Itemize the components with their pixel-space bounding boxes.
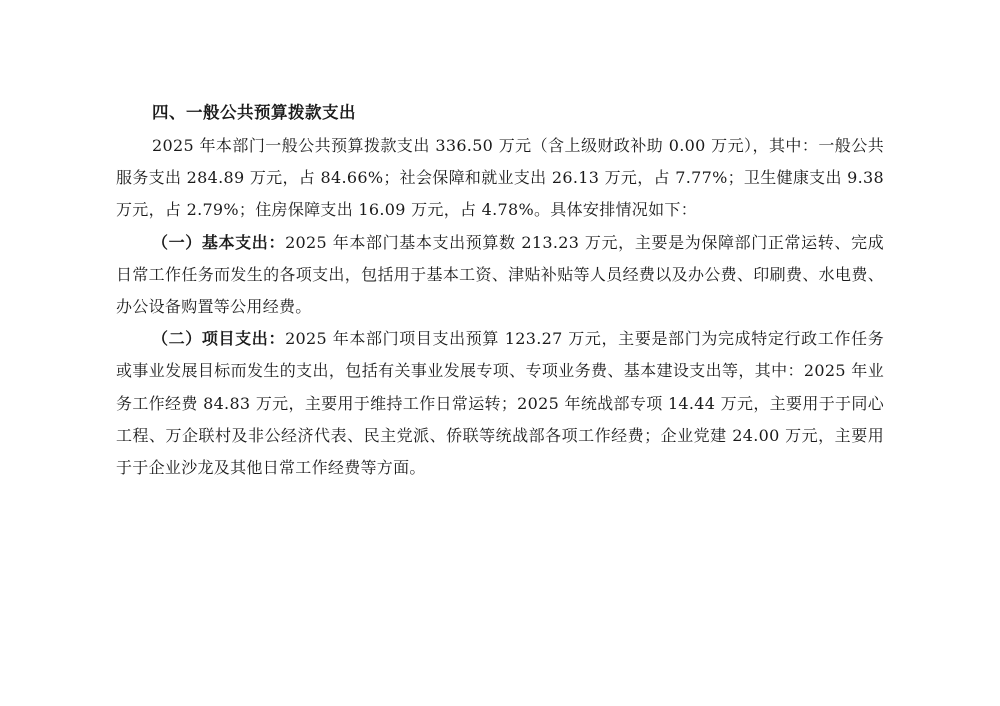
section-heading: 四、一般公共预算拨款支出 [152,103,356,122]
document-page [116,96,884,484]
basic-expenditure-label: （一）基本支出： [152,232,286,252]
project-expenditure-text: 2025 年本部门项目支出预算 123.27 万元，主要是部门为完成特定行政工作任务或事业发展目标而发生的支出，包括有关事业发展专项、专项业务费、基本建设支出等，其中：2025 年业务工作经费 84.83 万元，主要用于维持工作日常运转；2025 年统战部专项 14.44 万元，主要用于于同心工程、万企联村及非公经济代表、民主党派、侨联等统战部各项工作经费；企业党建 24.00 万元，主要用于于企业沙龙及其他日常工作经费等方面。 [116,329,884,478]
paragraph-basic-expenditure [116,227,884,324]
paragraph-project-expenditure [116,323,884,484]
basic-expenditure-text: 2025 年本部门基本支出预算数 213.23 万元，主要是为保障部门正常运转、完成日常工作任务而发生的各项支出，包括用于基本工资、津贴补贴等人员经费以及办公费、印刷费、水电费、办公设备购置等公用经费。 [116,232,884,317]
paragraph-summary: 2025 年本部门一般公共预算拨款支出 336.50 万元（含上级财政补助 0.00 万元），其中：一般公共服务支出 284.89 万元，占 84.66%；社会保障和就业支出 26.13 万元，占 7.77%；卫生健康支出 9.38 万元，占 2.79%；住房保障支出 16.09 万元，占 4.78%。具体安排情况如下： [116,136,884,220]
project-expenditure-label: （二）项目支出： [152,329,286,349]
